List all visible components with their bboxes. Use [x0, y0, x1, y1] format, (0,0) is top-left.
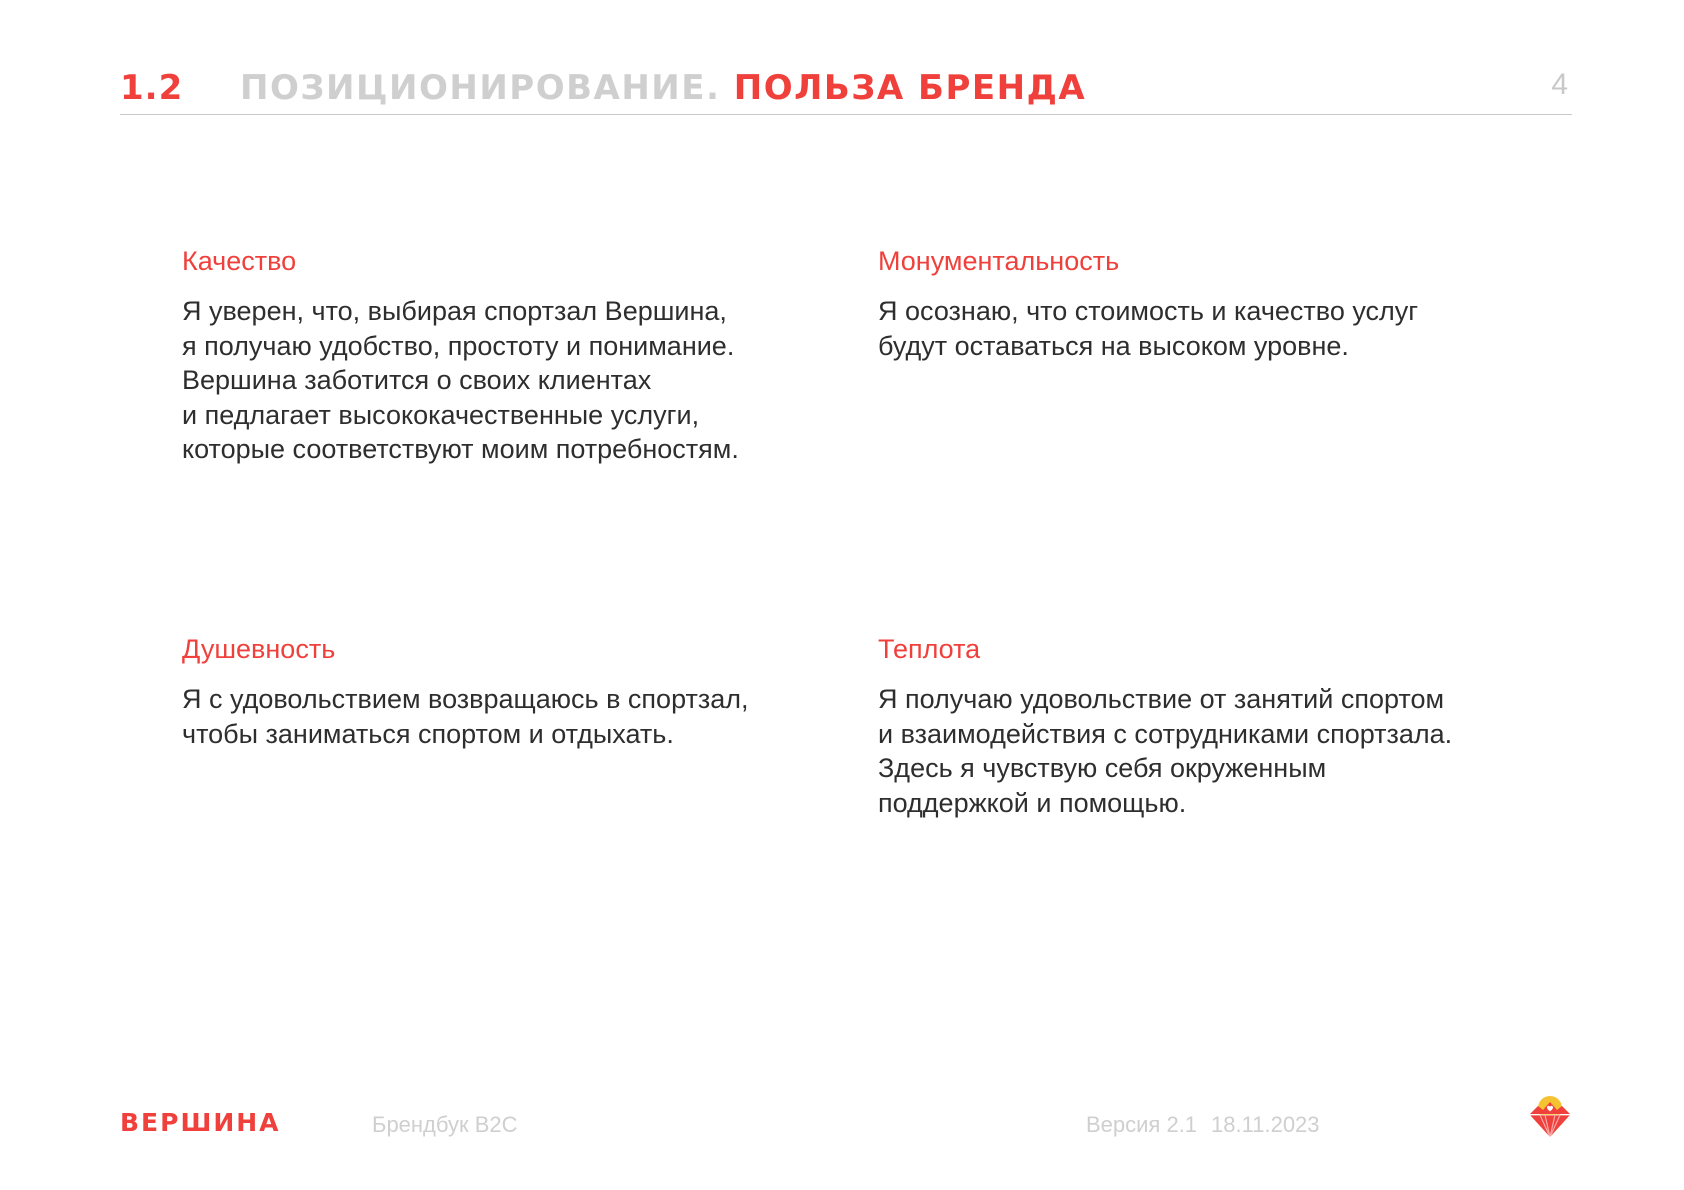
benefit-block-soulfulness [182, 632, 842, 751]
footer-brand-wordmark: ВЕРШИНА [120, 1108, 281, 1137]
benefit-text: Я получаю удовольствие от занятий спортом и взаимодействия с сотрудниками спортзала. Здесь я чувствую себя окруженным поддержкой и помощью. [878, 684, 1453, 818]
page-number: 4 [1551, 68, 1568, 101]
benefit-block-monumentality [878, 244, 1538, 363]
logo-diamond [1530, 1115, 1570, 1137]
benefit-heading: Монументальность [878, 246, 1120, 276]
benefit-heading: Качество [182, 246, 297, 276]
footer-version: Версия 2.1 [1086, 1112, 1198, 1137]
section-number: 1.2 [120, 68, 184, 108]
benefit-text: Я уверен, что, выбирая спортзал Вершина, я получаю удобство, простоту и понимание. Вершина заботится о своих клиентах и педлагает высококачественные услуги, которые соответствуют моим потребностям. [182, 296, 739, 464]
benefit-text: Я с удовольствием возвращаюсь в спортзал, чтобы заниматься спортом и отдыхать. [182, 684, 749, 749]
section-title-topic: ПОЛЬЗА БРЕНДА [733, 68, 1087, 108]
footer-document-name: Брендбук B2C [372, 1112, 518, 1137]
benefit-block-warmth [878, 632, 1538, 820]
footer-version-info [1086, 1112, 1320, 1138]
benefit-text: Я осознаю, что стоимость и качество услуг будут оставаться на высоком уровне. [878, 296, 1419, 361]
page-header [120, 62, 1572, 115]
footer-date: 18.11.2023 [1211, 1112, 1320, 1137]
section-title-category: ПОЗИЦИОНИРОВАНИЕ. [240, 68, 721, 108]
benefit-heading: Душевность [182, 634, 336, 664]
benefit-heading: Теплота [878, 634, 981, 664]
section-title [240, 68, 1086, 108]
diamond-mountain-logo-icon [1528, 1094, 1572, 1138]
benefit-block-quality [182, 244, 842, 467]
